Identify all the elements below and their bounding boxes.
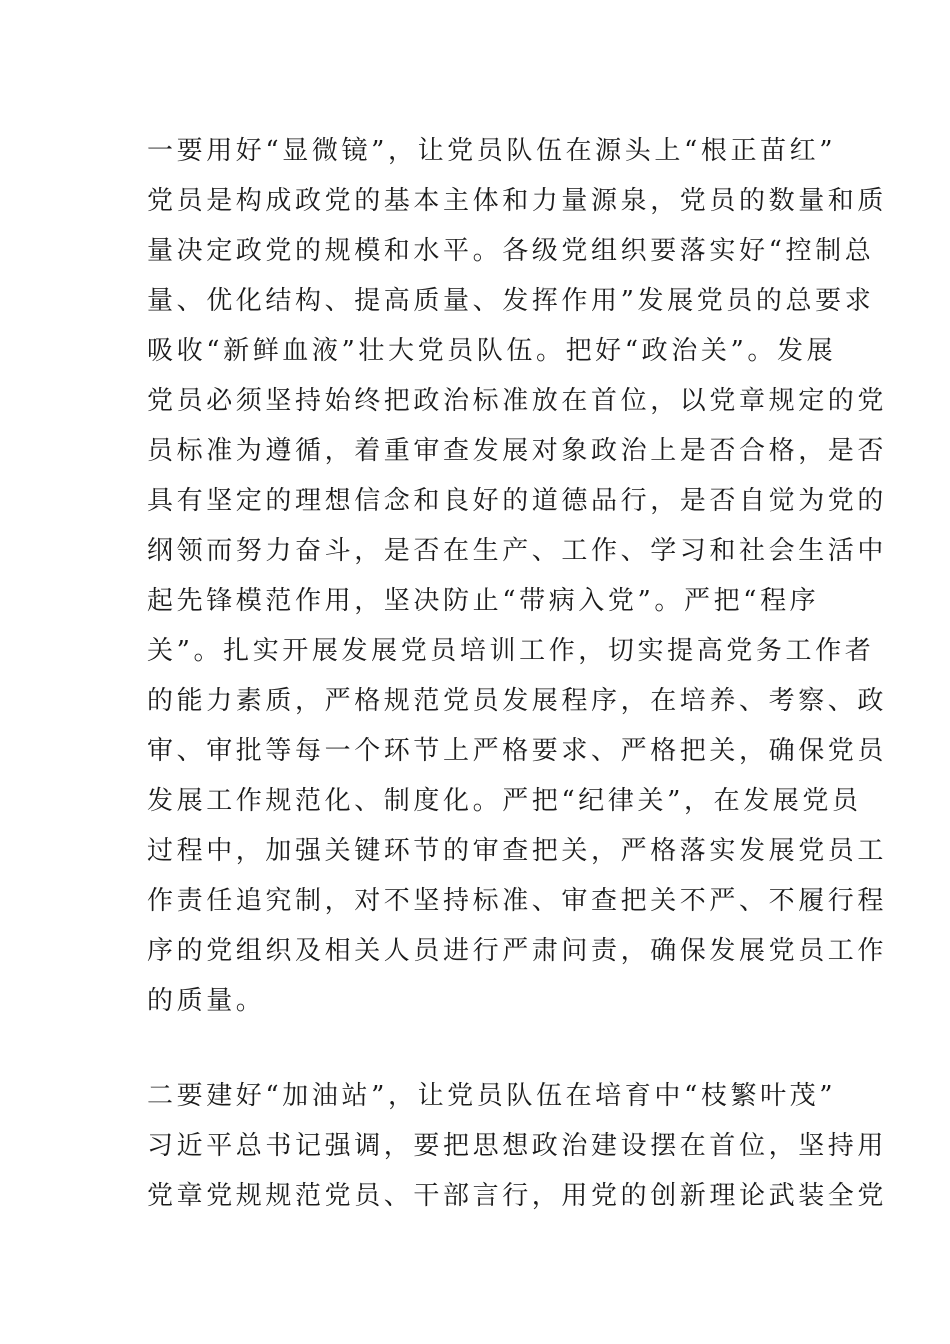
paragraph-line: 吸收“新鲜血液”壮大党员队伍。把好“政治关”。发展: [147, 336, 837, 366]
section-1: [147, 126, 888, 1026]
paragraph-line: 习近平总书记强调，要把思想政治建设摆在首位，坚持用: [147, 1131, 888, 1161]
paragraph-line: 作责任追究制，对不坚持标准、审查把关不严、不履行程: [147, 886, 888, 916]
paragraph-line: 的能力素质，严格规范党员发展程序，在培养、考察、政: [147, 686, 888, 716]
paragraph-line: 党章党规规范党员、干部言行，用党的创新理论武装全党: [147, 1181, 888, 1211]
paragraph-line: 关”。扎实开展发展党员培训工作，切实提高党务工作者: [147, 636, 875, 666]
section-1-heading: 一要用好“显微镜”，让党员队伍在源头上“根正苗红”: [147, 136, 837, 166]
paragraph-line: 的质量。: [147, 986, 266, 1016]
paragraph-line: 审、审批等每一个环节上严格要求、严格把关，确保党员: [147, 736, 888, 766]
section-2: [147, 1071, 888, 1221]
paragraph-line: 员标准为遵循，着重审查发展对象政治上是否合格，是否: [147, 436, 888, 466]
paragraph-line: 党员必须坚持始终把政治标准放在首位，以党章规定的党: [147, 386, 888, 416]
paragraph-line: 纲领而努力奋斗，是否在生产、工作、学习和社会生活中: [147, 536, 888, 566]
paragraph-line: 起先锋模范作用，坚决防止“带病入党”。严把“程序: [147, 586, 820, 616]
paragraph-line: 量决定政党的规模和水平。各级党组织要落实好“控制总: [147, 236, 875, 266]
paragraph-line: 发展工作规范化、制度化。严把“纪律关”，在发展党员: [147, 786, 862, 816]
paragraph-line: 序的党组织及相关人员进行严肃问责，确保发展党员工作: [147, 936, 888, 966]
paragraph-line: 党员是构成政党的基本主体和力量源泉，党员的数量和质: [147, 186, 888, 216]
section-2-heading: 二要建好“加油站”，让党员队伍在培育中“枝繁叶茂”: [147, 1081, 837, 1111]
paragraph-line: 过程中，加强关键环节的审查把关，严格落实发展党员工: [147, 836, 888, 866]
paragraph-line: 量、优化结构、提高质量、发挥作用”发展党员的总要求: [147, 286, 875, 316]
paragraph-line: 具有坚定的理想信念和良好的道德品行，是否自觉为党的: [147, 486, 888, 516]
